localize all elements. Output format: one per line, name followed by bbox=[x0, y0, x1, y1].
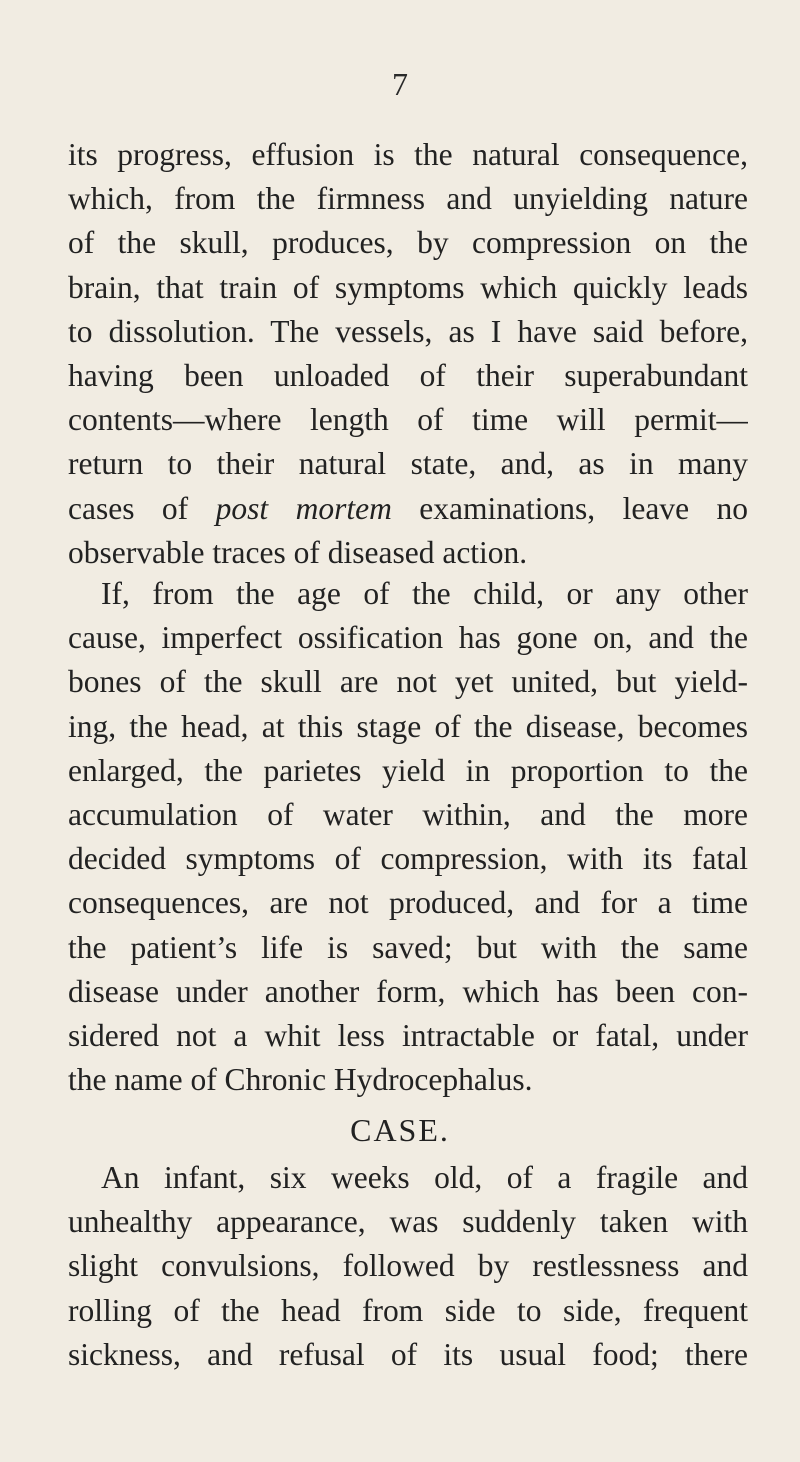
text-line: consequences, are not produced, and for a time bbox=[68, 885, 748, 921]
paragraph-1 bbox=[68, 133, 748, 575]
text-line: of the skull, produces, by compression on the bbox=[68, 225, 748, 261]
text-line: cause, imperfect ossification has gone on, and the bbox=[68, 620, 748, 656]
text-line: disease under another form, which has been con- bbox=[68, 973, 748, 1009]
text-line: observable traces of diseased action. bbox=[68, 534, 528, 570]
text-line: sickness, and refusal of its usual food; there bbox=[68, 1336, 748, 1372]
text-run: cases of bbox=[68, 490, 216, 526]
text-line: having been unloaded of their superabundant bbox=[68, 357, 748, 393]
text-line: ing, the head, at this stage of the disease, becomes bbox=[68, 708, 748, 744]
text-line: unhealthy appearance, was suddenly taken with bbox=[68, 1204, 748, 1240]
text-line: An infant, six weeks old, of a fragile and bbox=[101, 1160, 748, 1195]
text-line: sidered not a whit less intractable or fatal, under bbox=[68, 1017, 748, 1053]
text-line: accumulation of water within, and the more bbox=[68, 796, 748, 832]
text-line: brain, that train of symptoms which quickly leads bbox=[68, 269, 748, 305]
text-line-with-italic bbox=[68, 487, 748, 531]
text-line: the name of Chronic Hydrocephalus. bbox=[68, 1062, 533, 1098]
text-line: If, from the age of the child, or any other bbox=[101, 576, 748, 611]
paragraph-2 bbox=[68, 572, 748, 1102]
case-paragraph bbox=[68, 1156, 748, 1377]
italic-phrase: post mortem bbox=[215, 490, 392, 526]
text-line: contents—where length of time will permit— bbox=[68, 402, 748, 438]
text-line: return to their natural state, and, as in many bbox=[68, 446, 748, 482]
text-line: the patient’s life is saved; but with the same bbox=[68, 929, 748, 965]
text-line: slight convulsions, followed by restlessness and bbox=[68, 1248, 748, 1284]
text-line: bones of the skull are not yet united, but yield- bbox=[68, 664, 748, 700]
text-line: which, from the firmness and unyielding nature bbox=[68, 181, 748, 217]
text-line: its progress, effusion is the natural consequence, bbox=[68, 137, 748, 172]
text-run: examinations, leave no bbox=[391, 490, 748, 526]
text-line: rolling of the head from side to side, frequent bbox=[68, 1292, 748, 1328]
section-heading: CASE. bbox=[350, 1112, 450, 1148]
text-line: enlarged, the parietes yield in proportion to the bbox=[68, 752, 748, 788]
page-number: 7 bbox=[392, 66, 408, 102]
text-line: to dissolution. The vessels, as I have said before, bbox=[68, 313, 748, 349]
text-line: decided symptoms of compression, with its fatal bbox=[68, 841, 748, 877]
